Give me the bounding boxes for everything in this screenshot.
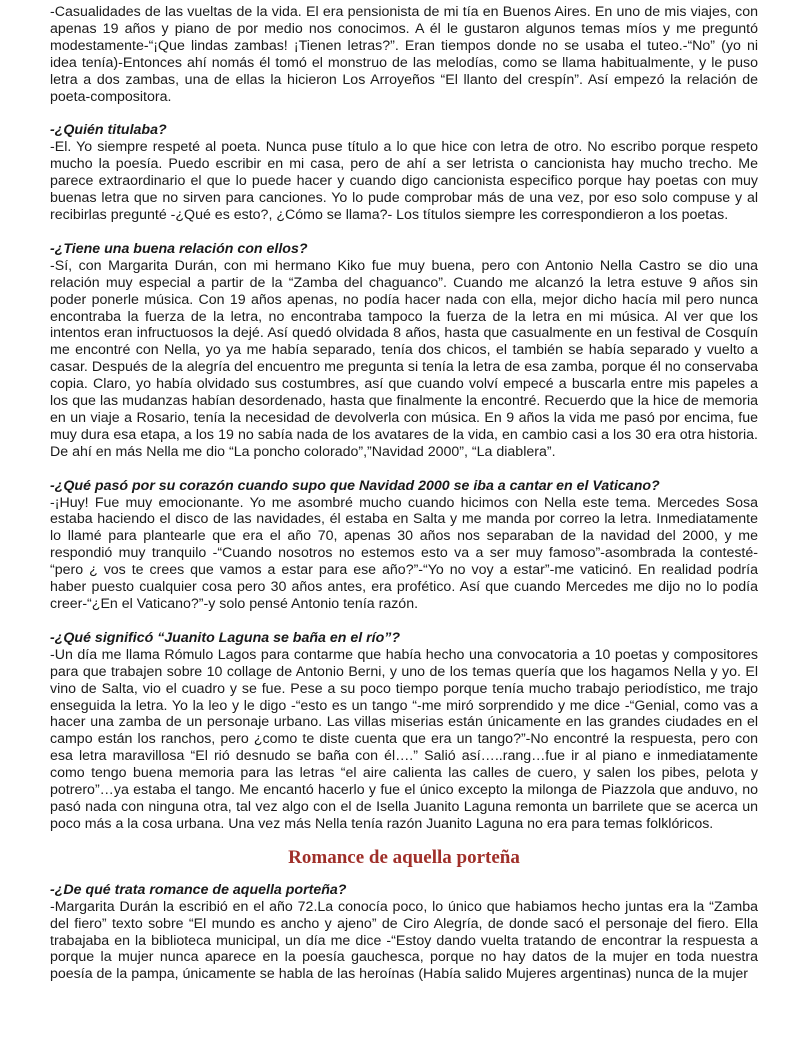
question-1: -¿Quién titulaba? xyxy=(50,122,167,139)
question-4: -¿Qué significó “Juanito Laguna se baña en el río”? xyxy=(50,629,401,646)
question-2: -¿Tiene una buena relación con ellos? xyxy=(50,240,308,257)
document-page xyxy=(50,4,758,983)
answer-2: -Sí, con Margarita Durán, con mi hermano Kiko fue muy buena, pero con Antonio Nella Castro se dio una relación muy especial a partir de la “Zamba del chaguanco”. Cuando me alcanzó la letra estuve 9 años sin poder ponerle música. Con 19 años apenas, no podía hacer nada con ella, mejor dicho hacía mil pero nunca encontraba la fuerza de la letra, no encontraba tampoco la fuerza de la letra en mi música. Al ver que los intentos eran infructuosos la dejé. Así quedó olvidada 8 años, hasta que casualmente en un festival de Cosquín me encontré con Nella, yo ya me había separado, tenía dos chicos, el también se había separado y vuelto a casar. Después de la alegría del encuentro me pregunta si tenía la letra de esa zamba, porque él no conservaba copia. Claro, yo había olvidado sus costumbres, así que cuando volví empecé a buscarla entre mis papeles a los que las mudanzas habían desordenado, hasta que finalmente la encontré. Recuerdo que la hice de memoria en un viaje a Rosario, tenía la necesidad de devolverla con música. En 9 años la vida me pasó por encima, fue muy dura esa etapa, a los 19 no sabía nada de los avatares de la vida, en cambio casi a los 30 era otra historia. De ahí en más Nella me dio “La poncho colorado”,”Navidad 2000”, “La diablera”. xyxy=(50,257,758,460)
question-5: -¿De qué trata romance de aquella porteña? xyxy=(50,881,347,898)
intro-paragraph: -Casualidades de las vueltas de la vida. El era pensionista de mi tía en Buenos Aires. En uno de mis viajes, con apenas 19 años y piano de por medio nos conocimos. A él le gustaron algunos temas míos y me preguntó modestamente-“¡Que lindas zambas! ¡Tienen letras?”. Eran tiempos donde no se usaba el tuteo.-“No” (yo ni idea tenía)-Entonces ahí nomás él tomó el monstruo de las melodías, como se llama habitualmente, y le puso letra a dos zambas, una de ellas la hicieron Los Arroyeños “El llanto del crespín”. Así empezó la relación de poeta-compositora. xyxy=(50,4,758,105)
answer-5: -Margarita Durán la escribió en el año 72.La conocía poco, lo único que habiamos hecho juntas era la “Zamba del fiero” texto sobre “El mundo es ancho y ajeno” de Ciro Alegría, de donde sacó el personaje del fiero. Ella trabajaba en la biblioteca municipal, un día me dice -“Estoy dando vuelta tratando de encontrar la respuesta a porque la mujer nunca aparece en la poesía gauchesca, porque no hay datos de la mujer en toda nuestra poesía de la pampa, únicamente se habla de las heroínas (Había salido Mujeres argentinas) nunca de la mujer xyxy=(50,898,758,983)
answer-4: -Un día me llama Rómulo Lagos para contarme que había hecho una convocatoria a 10 poetas y compositores para que trabajen sobre 10 collage de Antonio Berni, y uno de los temas quería que los hagamos Nella y yo. El vino de Salta, vio el cuadro y se fue. Pese a su poco tiempo porque tenía mucho trabajo periodístico, me trajo enseguida la letra. Yo la leo y le digo -“esto es un tango “-me miró sorprendido y me dice -“Genial, como vas a hacer una zamba de un personaje urbano. Las villas miserias están únicamente en las grandes ciudades en el campo están los ranchos, pero ¿como te diste cuenta que era un tango?”-No encontré la respuesta, pero con esa letra maravillosa “El rió desnudo se baña con él….” Salió así…..rang…fue ir al piano e inmediatamente como tengo buena memoria para las letras “el aire calienta las calles de cuero, y salen los pibes, pelota y potrero”…ya estaba el tango. Me encantó hacerlo y fue el único excepto la milonga de Piazzola que anduvo, no pasó nada con ninguna otra, tal vez algo con el de Isella Juanito Laguna remonta un barrilete que se acerca un poco más a la cosa urbana. Una vez más Nella tenía razón Juanito Laguna no era para temas folklóricos. xyxy=(50,646,758,832)
answer-3: -¡Huy! Fue muy emocionante. Yo me asombré mucho cuando hicimos con Nella este tema. Mercedes Sosa estaba haciendo el disco de las navidades, él estaba en Salta y me manda por correo la letra. Inmediatamente lo llamé para plantearle que era el año 70, apenas 30 años nos separaban de la navidad del 2000, y me respondió muy tranquilo -“Cuando nosotros no estemos esto va a ser muy famoso”-asombrada la contesté- “pero ¿ vos te crees que vamos a estar para ese año?”-“Yo no voy a estar”-me vaticinó. En realidad podría haber puesto cualquier cosa pero 30 años antes, era profético. Así que cuando Mercedes me dijo no lo podía creer-“¿En el Vaticano?”-y solo pensé Antonio tenía razón. xyxy=(50,494,758,612)
section-title: Romance de aquella porteña xyxy=(288,846,520,868)
question-3: -¿Qué pasó por su corazón cuando supo que Navidad 2000 se iba a cantar en el Vaticano? xyxy=(50,477,660,494)
answer-1: -El. Yo siempre respeté al poeta. Nunca puse título a lo que hice con letra de otro. No escribo porque respeto mucho la poesía. Puedo escribir en mi casa, pero de ahí a ser letrista o cancionista hay mucho trecho. Me parece extraordinario el que lo puede hacer y cuando digo cancionista especifico porque hay poetas con muy buenas letra que no sirven para canciones. Yo lo pude comprobar más de una vez, por eso solo compuse y al recibirlas pregunté -¿Qué es esto?, ¿Cómo se llama?- Los títulos siempre les correspondieron a los poetas. xyxy=(50,139,758,223)
